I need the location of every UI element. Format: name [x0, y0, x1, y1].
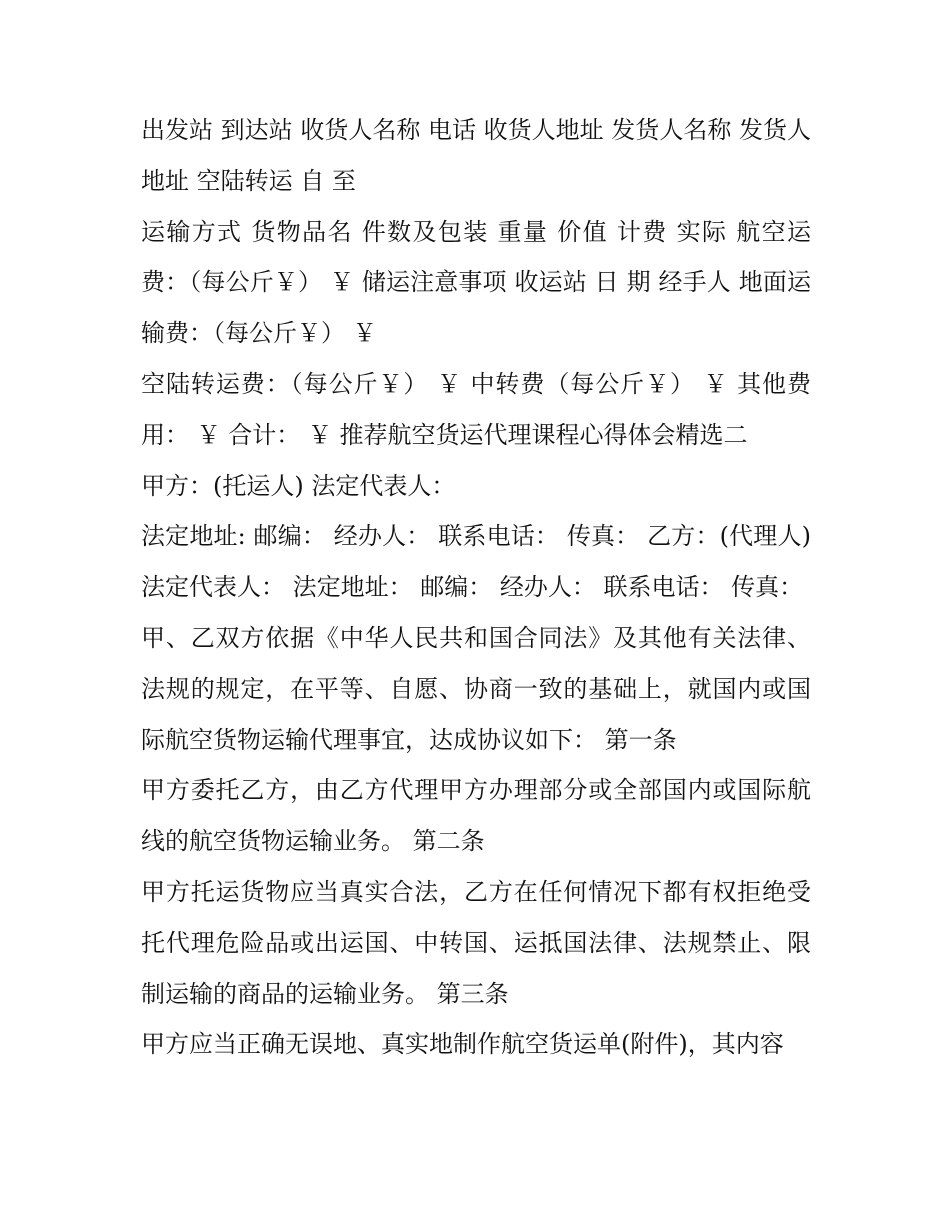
paragraph-preamble: 甲、乙双方依据《中华人民共和国合同法》及其他有关法律、法规的规定，在平等、自愿、协商一致的基础上，就国内或国际航空货物运输代理事宜，达成协议如下： 第一条	[141, 623, 811, 754]
paragraph-shipping-fields: 出发站 到达站 收货人名称 电话 收货人地址 发货人名称 发货人地址 空陆转运 自 至	[141, 116, 811, 195]
document-body	[141, 105, 811, 1070]
paragraph-transport-fees: 运输方式 货物品名 件数及包装 重量 价值 计费 实际 航空运费：（每公斤￥） ￥ 储运注意事项 收运站 日 期 经手人 地面运输费：（每公斤￥） ￥	[141, 217, 811, 348]
paragraph-transfer-fees: 空陆转运费：（每公斤￥） ￥ 中转费（每公斤￥） ￥ 其他费用： ￥ 合计： ￥ 推荐航空货运代理课程心得体会精选二	[141, 369, 811, 449]
paragraph-party-b: 法定地址: 邮编： 经办人： 联系电话： 传真： 乙方：(代理人) 法定代表人： 法定地址： 邮编： 经办人： 联系电话： 传真：	[141, 522, 811, 602]
paragraph-party-a: 甲方：(托运人) 法定代表人：	[141, 471, 456, 500]
paragraph-article-1: 甲方委托乙方，由乙方代理甲方办理部分或全部国内或国际航线的航空货物运输业务。 第二条	[141, 776, 811, 856]
paragraph-article-2: 甲方托运货物应当真实合法，乙方在任何情况下都有权拒绝受托代理危险品或出运国、中转国、运抵国法律、法规禁止、限制运输的商品的运输业务。 第三条	[141, 877, 811, 1008]
paragraph-article-3: 甲方应当正确无误地、真实地制作航空货运单(附件)，其内容	[141, 1030, 784, 1059]
